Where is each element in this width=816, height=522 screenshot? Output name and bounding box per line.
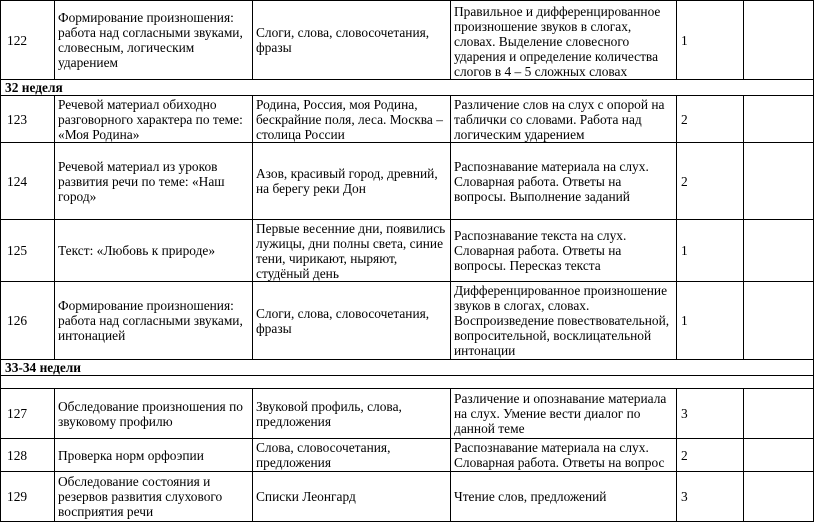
table-row bbox=[1, 389, 814, 439]
lesson-topic: Текст: «Любовь к природе» bbox=[55, 220, 253, 282]
lesson-topic: Речевой материал из уроков развития речи по теме: «Наш город» bbox=[55, 143, 253, 220]
activity-description: Различение и опознавание материала на слух. Умение вести диалог по данной теме bbox=[451, 389, 677, 439]
empty-cell bbox=[744, 220, 814, 282]
lesson-topic: Проверка норм орфоэпии bbox=[55, 439, 253, 472]
week-header-row bbox=[1, 360, 814, 376]
speech-material: Звуковой профиль, слова, предложения bbox=[253, 389, 451, 439]
hours-count: 1 bbox=[677, 282, 744, 360]
empty-cell bbox=[744, 472, 814, 522]
spacer-row bbox=[1, 376, 814, 389]
hours-count: 3 bbox=[677, 389, 744, 439]
hours-count: 2 bbox=[677, 143, 744, 220]
speech-material: Слоги, слова, словосочетания, фразы bbox=[253, 1, 451, 80]
empty-cell bbox=[744, 96, 814, 143]
lesson-topic: Формирование произношения: работа над согласными звуками, интонацией bbox=[55, 282, 253, 360]
lesson-number: 124 bbox=[1, 143, 55, 220]
speech-material: Слова, словосочетания, предложения bbox=[253, 439, 451, 472]
empty-cell bbox=[744, 143, 814, 220]
lesson-number: 123 bbox=[1, 96, 55, 143]
lesson-number: 127 bbox=[1, 389, 55, 439]
week-label: 32 неделя bbox=[1, 80, 814, 96]
lesson-topic: Обследование состояния и резервов развития слухового восприятия речи bbox=[55, 472, 253, 522]
speech-material: Первые весенние дни, появились лужицы, дни полны света, синие тени, чирикают, ныряют, студёный день bbox=[253, 220, 451, 282]
week-label: 33-34 недели bbox=[1, 360, 814, 376]
speech-material: Списки Леонгард bbox=[253, 472, 451, 522]
lesson-number: 122 bbox=[1, 1, 55, 80]
table-row bbox=[1, 220, 814, 282]
speech-material: Родина, Россия, моя Родина, бескрайние поля, леса. Москва – столица России bbox=[253, 96, 451, 143]
lesson-topic: Формирование произношения: работа над согласными звуками, словесным, логическим ударением bbox=[55, 1, 253, 80]
speech-material: Азов, красивый город, древний, на берегу реки Дон bbox=[253, 143, 451, 220]
activity-description: Распознавание материала на слух. Словарная работа. Ответы на вопрос bbox=[451, 439, 677, 472]
lesson-number: 128 bbox=[1, 439, 55, 472]
empty-cell bbox=[744, 282, 814, 360]
hours-count: 1 bbox=[677, 1, 744, 80]
activity-description: Распознавание текста на слух. Словарная работа. Ответы на вопросы. Пересказ текста bbox=[451, 220, 677, 282]
spacer-cell bbox=[1, 376, 814, 389]
hours-count: 2 bbox=[677, 96, 744, 143]
lesson-number: 126 bbox=[1, 282, 55, 360]
week-header-row bbox=[1, 80, 814, 96]
lesson-number: 129 bbox=[1, 472, 55, 522]
hours-count: 1 bbox=[677, 220, 744, 282]
activity-description: Различение слов на слух с опорой на таблички со словами. Работа над логическим ударением bbox=[451, 96, 677, 143]
empty-cell bbox=[744, 439, 814, 472]
empty-cell bbox=[744, 389, 814, 439]
hours-count: 3 bbox=[677, 472, 744, 522]
empty-cell bbox=[744, 1, 814, 80]
activity-description: Правильное и дифференцированное произношение звуков в слогах, словах. Выделение словесного ударения и определение количества слогов в 4 – 5 сложных словах bbox=[451, 1, 677, 80]
lesson-topic: Речевой материал обиходно разговорного характера по теме: «Моя Родина» bbox=[55, 96, 253, 143]
speech-material: Слоги, слова, словосочетания, фразы bbox=[253, 282, 451, 360]
activity-description: Распознавание материала на слух. Словарная работа. Ответы на вопросы. Выполнение заданий bbox=[451, 143, 677, 220]
table-row bbox=[1, 143, 814, 220]
lesson-number: 125 bbox=[1, 220, 55, 282]
table-row bbox=[1, 1, 814, 80]
table-row bbox=[1, 439, 814, 472]
table-row bbox=[1, 282, 814, 360]
activity-description: Чтение слов, предложений bbox=[451, 472, 677, 522]
activity-description: Дифференцированное произношение звуков в слогах, словах. Воспроизведение повествовательной, вопросительной, восклицательной интонации bbox=[451, 282, 677, 360]
lesson-topic: Обследование произношения по звуковому профилю bbox=[55, 389, 253, 439]
table-row bbox=[1, 472, 814, 522]
hours-count: 2 bbox=[677, 439, 744, 472]
table-row bbox=[1, 96, 814, 143]
